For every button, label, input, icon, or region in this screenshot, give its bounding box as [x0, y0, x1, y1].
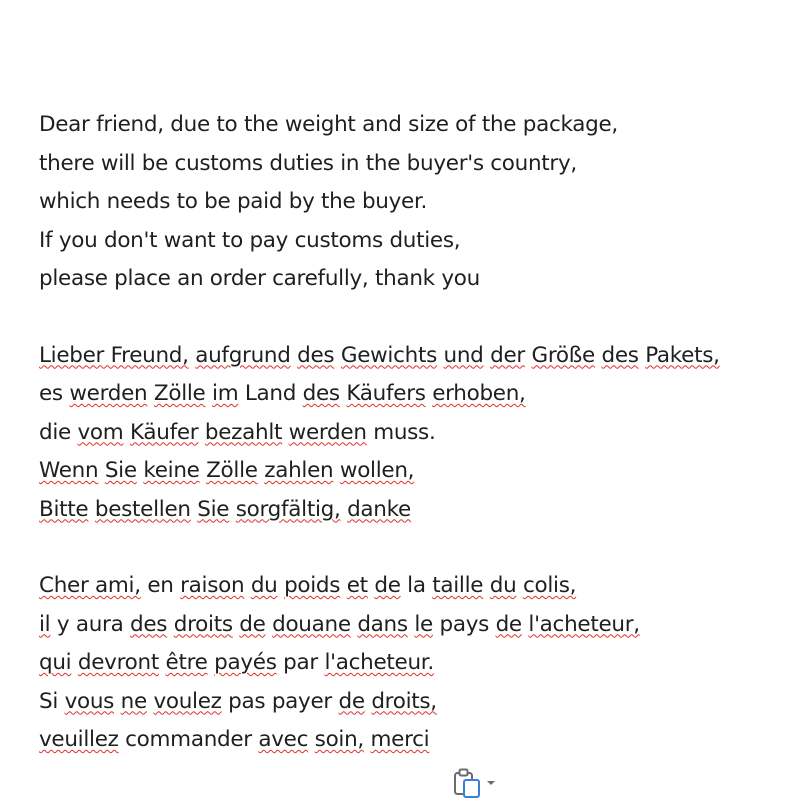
misspelled-word[interactable]: ne [120, 688, 147, 714]
misspelled-word[interactable]: Größe [531, 342, 595, 368]
misspelled-word[interactable]: payés [214, 650, 277, 675]
misspelled-word[interactable]: zahlen [264, 458, 334, 483]
misspelled-word[interactable]: Käufer [129, 419, 199, 445]
misspelled-word[interactable]: colis, [522, 573, 577, 598]
misspelled-word[interactable]: de [239, 611, 266, 637]
misspelled-word[interactable]: Lieber Freund, [39, 342, 189, 368]
misspelled-word[interactable]: Zölle [153, 381, 206, 406]
misspelled-word[interactable]: vom [77, 419, 124, 445]
text-run: Dear friend, due to the weight and size of the package, [39, 112, 618, 137]
misspelled-word[interactable]: bezahlt [204, 419, 283, 445]
misspelled-word[interactable]: merci [370, 727, 430, 752]
misspelled-word[interactable]: veuillez [39, 727, 119, 752]
misspelled-word[interactable]: werden [288, 419, 367, 445]
misspelled-word[interactable]: dans [357, 611, 408, 637]
text-run: par [276, 650, 325, 675]
text-line [39, 145, 779, 184]
text-line [39, 606, 779, 645]
misspelled-word[interactable]: et [346, 573, 368, 598]
misspelled-word[interactable]: l'acheteur, [528, 611, 640, 637]
misspelled-word[interactable]: Wenn [39, 458, 99, 483]
paste-options-button[interactable] [452, 766, 502, 800]
misspelled-word[interactable]: devront [77, 650, 159, 675]
text-line [39, 491, 779, 530]
misspelled-word[interactable]: droits, [371, 688, 437, 714]
misspelled-word[interactable]: bestellen [94, 496, 191, 522]
caret-down-icon[interactable] [486, 779, 496, 787]
misspelled-word[interactable]: voulez [153, 688, 222, 714]
misspelled-word[interactable]: der [490, 342, 525, 368]
misspelled-word[interactable]: Sie [197, 496, 230, 522]
misspelled-word[interactable]: vous [64, 688, 115, 714]
text-run: there will be customs duties in the buyer's country, [39, 150, 577, 176]
misspelled-word[interactable]: des [601, 342, 639, 368]
misspelled-word[interactable]: Zölle [206, 458, 258, 483]
misspelled-word[interactable]: Sie [104, 458, 137, 483]
text-run: commander [118, 727, 259, 752]
text-line [39, 567, 779, 606]
misspelled-word[interactable]: wollen, [339, 458, 415, 483]
misspelled-word[interactable]: qui [39, 650, 72, 675]
misspelled-word[interactable]: douane [272, 611, 351, 637]
misspelled-word[interactable]: keine [143, 458, 200, 483]
text-line [39, 337, 779, 376]
misspelled-word[interactable]: du [489, 573, 517, 598]
misspelled-word[interactable]: Pakets, [645, 342, 720, 368]
paragraph [39, 106, 779, 299]
misspelled-word[interactable]: avec [258, 727, 309, 752]
text-run: please place an order carefully, thank you [39, 266, 480, 291]
misspelled-word[interactable]: des [130, 611, 168, 637]
misspelled-word[interactable]: de [338, 688, 365, 714]
misspelled-word[interactable]: l'acheteur. [324, 650, 434, 675]
misspelled-word[interactable]: des [297, 342, 335, 368]
misspelled-word[interactable]: Gewichts [340, 342, 437, 368]
misspelled-word[interactable]: des [302, 381, 340, 406]
misspelled-word[interactable]: danke [347, 496, 411, 522]
text-line [39, 644, 779, 683]
misspelled-word[interactable]: il [39, 611, 51, 637]
text-run: pas payer [221, 688, 339, 714]
paragraph [39, 567, 779, 760]
text-run: en [140, 573, 181, 598]
clipboard-paste-icon [452, 767, 482, 799]
document-body[interactable] [39, 106, 779, 760]
text-line [39, 721, 779, 760]
text-line [39, 452, 779, 491]
misspelled-word[interactable]: droits [173, 611, 233, 637]
text-run: If you don't want to pay customs duties, [39, 227, 461, 253]
misspelled-word[interactable]: raison [180, 573, 245, 598]
misspelled-word[interactable]: erhoben, [432, 381, 526, 406]
text-line [39, 222, 779, 261]
text-line [39, 260, 779, 299]
misspelled-word[interactable]: Bitte [39, 496, 89, 522]
misspelled-word[interactable]: de [495, 611, 522, 637]
text-line [39, 183, 779, 222]
text-run: la [400, 573, 433, 598]
misspelled-word[interactable]: aufgrund [195, 342, 291, 368]
text-run: pays [432, 611, 496, 637]
text-run: es [39, 381, 70, 406]
misspelled-word[interactable]: poids [284, 573, 341, 598]
text-line [39, 683, 779, 722]
misspelled-word[interactable]: Cher ami, [39, 573, 141, 598]
text-run: which needs to be paid by the buyer. [39, 189, 428, 214]
misspelled-word[interactable]: du [250, 573, 278, 598]
text-run: die [39, 419, 78, 445]
misspelled-word[interactable]: être [165, 650, 208, 675]
misspelled-word[interactable]: sorgfältig, [235, 496, 341, 522]
misspelled-word[interactable]: taille [432, 573, 484, 598]
misspelled-word[interactable]: im [212, 381, 239, 406]
misspelled-word[interactable]: de [374, 573, 401, 598]
misspelled-word[interactable]: werden [69, 381, 148, 406]
text-run: muss. [366, 419, 436, 445]
text-run: y aura [50, 611, 131, 637]
paragraph [39, 337, 779, 530]
text-run: Si [39, 688, 65, 714]
misspelled-word[interactable]: und [443, 342, 484, 368]
misspelled-word[interactable]: soin, [314, 727, 364, 752]
misspelled-word[interactable]: le [414, 611, 433, 637]
text-line [39, 106, 779, 145]
text-line [39, 375, 779, 414]
text-line [39, 414, 779, 453]
misspelled-word[interactable]: Käufers [346, 381, 426, 406]
text-run: Land [238, 381, 303, 406]
